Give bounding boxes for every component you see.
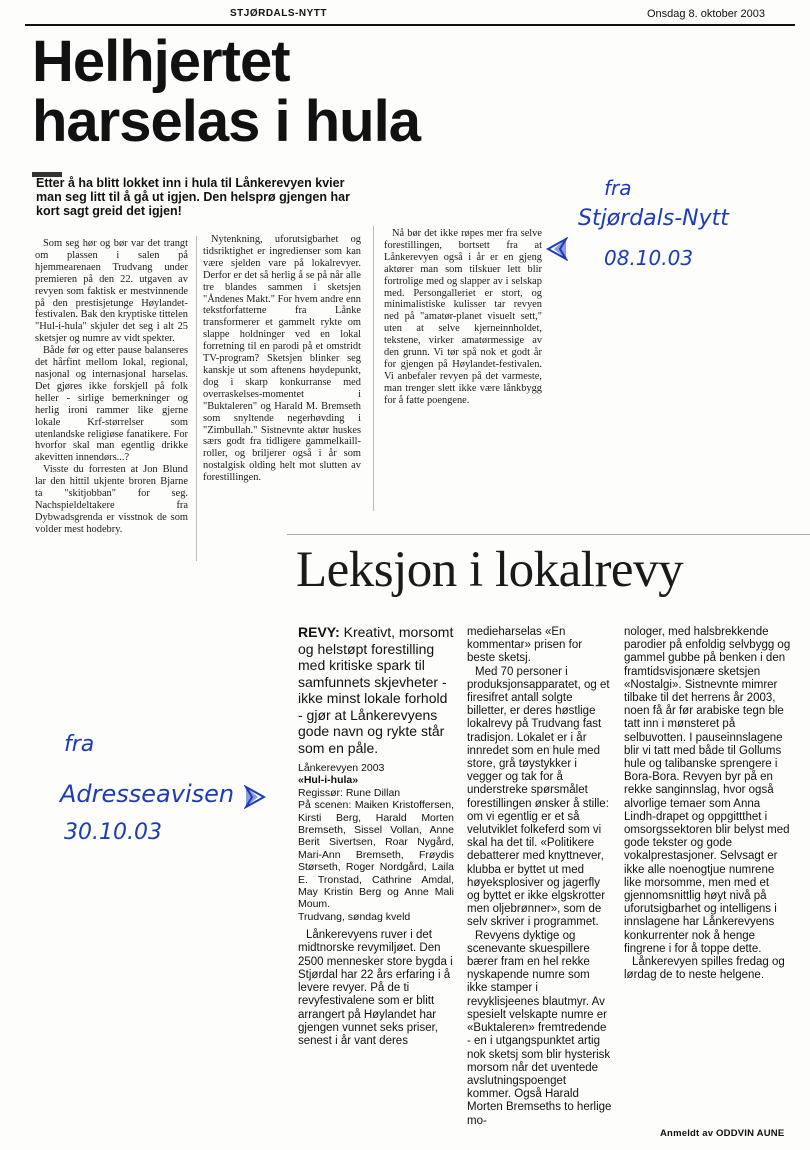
article2-column-1	[298, 624, 454, 1048]
paragraph: Revyens dyktige og scenevante skuespillere bærer fram en hel rekke nyskapende numre som ikke stamper i revyklisjeenes blautmyr. Av spesielt velskapte numre er «Buktaleren» fremtredende - en i utgangspunktet artig nok sketsj som blir hysterisk morsom når det uventede avslutningspoenget kommer. Også Harald Morten Bremseths to herlige mo-	[467, 929, 612, 1127]
article2-column-2	[467, 626, 613, 1128]
article1-headline: Helhjertet harselas i hula	[32, 29, 420, 154]
arrow-left-icon	[546, 237, 568, 261]
paragraph: Både før og etter pause balanseres det hårfint mellom lokal, regional, nasjonal og internasjonal harselas. Det gjøres ikke forskjell på folk heller - sirlige bemerkninger og herlig ironi rammer like gjerne lokale Krf-størrelser som utenlandske religiøse fanatikere. For hvorfor skal man egentlig drikke akevitten innendørs...?	[35, 345, 188, 464]
handwritten-note-source: Stjørdals-Nytt	[578, 206, 729, 231]
paragraph: Lånkerevyen spilles fredag og lørdag de to neste helgene.	[624, 956, 785, 982]
credits	[298, 762, 454, 923]
article1-lead: Etter å ha blitt lokket inn i hula til Lånkerevyen kvier man seg litt til å gå ut igjen. Den helsprø gjengen har kort sagt greid det igjen!	[36, 176, 350, 218]
paragraph: Nå bør det ikke røpes mer fra selve forestillingen, bortsett fra at Lånkerevyen også i år er en gjeng aktører man som tilskuer lett blir fortrolige med og slapper av i selskap med. Persongalleriet er stort, og minimalistiske kulisser tar revyen ned på "amatør-planet visuelt sett," uten at selve kjerneinnholdet, tekstene, virker amatørmessige av den grunn. Vi tør spå nok et godt år for gjengen på Høylandet-festivalen. Vi anbefaler revyen på det varmeste, man trenger slett ikke være lånkbygg for å fatte poengene.	[384, 228, 542, 406]
handwritten-note-date: 08.10.03	[604, 246, 694, 270]
handwritten-note-from: fra	[64, 732, 95, 757]
article1-column-3	[384, 228, 542, 407]
credit-cast: På scenen: Maiken Kristoffersen, Kirsti Berg, Harald Morten Bremseth, Sissel Vollan, Anne Berit Sivertsen, Roar Nygård, Mari-Ann Bremseth, Frøydis Størseth, Roger Nordgård, Laila E. Tronstad, Cathrine Amdal, May Kristin Berg og Anne Mali Moum.	[298, 799, 454, 911]
arrow-right-icon	[244, 785, 266, 809]
credit-venue: Trudvang, søndag kveld	[298, 910, 411, 923]
article2-lead	[298, 624, 454, 756]
article1-column-2	[203, 234, 361, 484]
paragraph: Som seg hør og bør var det trangt om plassen i salen på hjemmearenaen Trudvang under premieren på den 22. utgaven av revyen som faktisk er mestvinnende på den prestisjetunge Høylandet-festivalen. Bak den kryptiske tittelen "Hul-i-hula" skjuler det seg i alt 25 sketsjer og numre av vidt spekter.	[35, 238, 188, 345]
paragraph: Visste du forresten at Jon Blund lar den hittil ukjente broren Bjarne ta "skitjobban" for seg. Nachspieldeltakere fra Dybwadsgrenda er visstnok de som volder mest hodebry.	[35, 464, 188, 535]
article1-column-1	[35, 238, 188, 536]
issue-date: Onsdag 8. oktober 2003	[646, 8, 765, 20]
handwritten-note-source: Adresseavisen	[60, 780, 235, 808]
credit-director: Regissør: Rune Dillan	[298, 786, 401, 799]
byline: Anmeldt av ODDVIN AUNE	[660, 1128, 785, 1139]
paragraph: Nytenkning, uforutsigbarhet og tidsriktighet er ingredienser som kan være sjelden vare på lokalrevyer. Derfor er det så herlig å se på når alle tre blandes sammen i sketsjen "Åndenes Makt." For hvem andre enn tekstforfatterne fra Lånke transformerer et gammelt rykte om slappe holdninger ved en lokal forretning til en parodi på et omstridt TV-program? Sketsjen blinker seg kanskje ut som aftenens høydepunkt, dog i skarp konkurranse med overraskelses-momentet i "Buktaleren" og Harald M. Bremseth som snyltende negerhøvding i "Zimbullah." Sistnevnte aktør huskes særs godt fra tidligere gammelkaill-roller, og briljerer også i år som nostalgisk olding helt mot slutten av forestillingen.	[203, 234, 361, 484]
clipping-border	[287, 534, 810, 535]
handwritten-note-from: fra	[604, 176, 632, 200]
paragraph: nologer, med halsbrekkende parodier på enfoldig selvbygg og gammel gubbe på benken i den framtidsvisjonære sketsjen «Nostalgi». Sistnevnte mimrer tilbake til det herrens år 2003, noen få år før arabiske tegn ble tatt inn i mønsteret på selbuvotten. I pauseinnslagene blir vi tatt med både til Gollums hule og talibanske sprengere i Bora-Bora. Revyen byr på en rekke sanginnslag, hvor også alvorlige temaer som Anna Lindh-drapet og oppgittthet i omsorgssektoren blir belyst med gode tekster og gode vokalprestasjoner. Selvsagt er ikke alle noenogtjue numrene like morsomme, men med et gjennomsnittlig høyt nivå på uforutsigbarhet og intelligens i innslagene har Lånkerevyens konkurrenter nok å henge fingrene i for å toppe dette.	[624, 626, 791, 955]
credit-title: «Hul-i-hula»	[298, 774, 359, 787]
paragraph: medieharselas «En kommentar» prisen for beste sketsj.	[467, 626, 583, 665]
lead-text: Kreativt, morsomt og helstøpt forestilling med kritiske spark til samfunnets skjevheter - ikke minst lokale forhold - gjør at Lånkerevyens gode navn og rykte står som en påle.	[298, 624, 454, 756]
paragraph: Lånkerevyens ruver i det midtnorske revymiljøet. Den 2500 mennesker store bygda i Stjørdal har 22 års erfaring i å levere revyer. På de ti revyfestivalene som er blitt arrangert på Høylandet har gjengen vunnet seks priser, senest i år vant deres	[298, 929, 453, 1047]
paragraph: Med 70 personer i produksjonsapparatet, og et firesifret antall solgte billetter, er deres høstlige lokalrevy på Trudvang fast tradisjon. Lokalet er i år innredet som en hule med store, grå tøystykker i vegger og tak for å understreke spørsmålet forestillingen ønsker å stille: om vi egentlig er et så velutviklet folkeferd som vi skal ha det til. «Politikere debatterer med knyttnever, klubba er byttet ut med høyeksplosiver og jagerfly og byttet er ikke elgskrotter men oljebrønner», som de selv skriver i programmet.	[467, 665, 610, 929]
article2-column-3	[624, 626, 792, 982]
masthead	[25, 4, 795, 26]
handwritten-note-date: 30.10.03	[64, 820, 162, 845]
newspaper-name: STJØRDALS-NYTT	[230, 8, 327, 19]
credit-show: Lånkerevyen 2003	[298, 762, 385, 774]
article2-headline: Leksjon i lokalrevy	[296, 542, 684, 598]
column-divider	[373, 226, 374, 511]
lead-label: REVY:	[298, 624, 340, 640]
column-divider	[196, 236, 197, 561]
